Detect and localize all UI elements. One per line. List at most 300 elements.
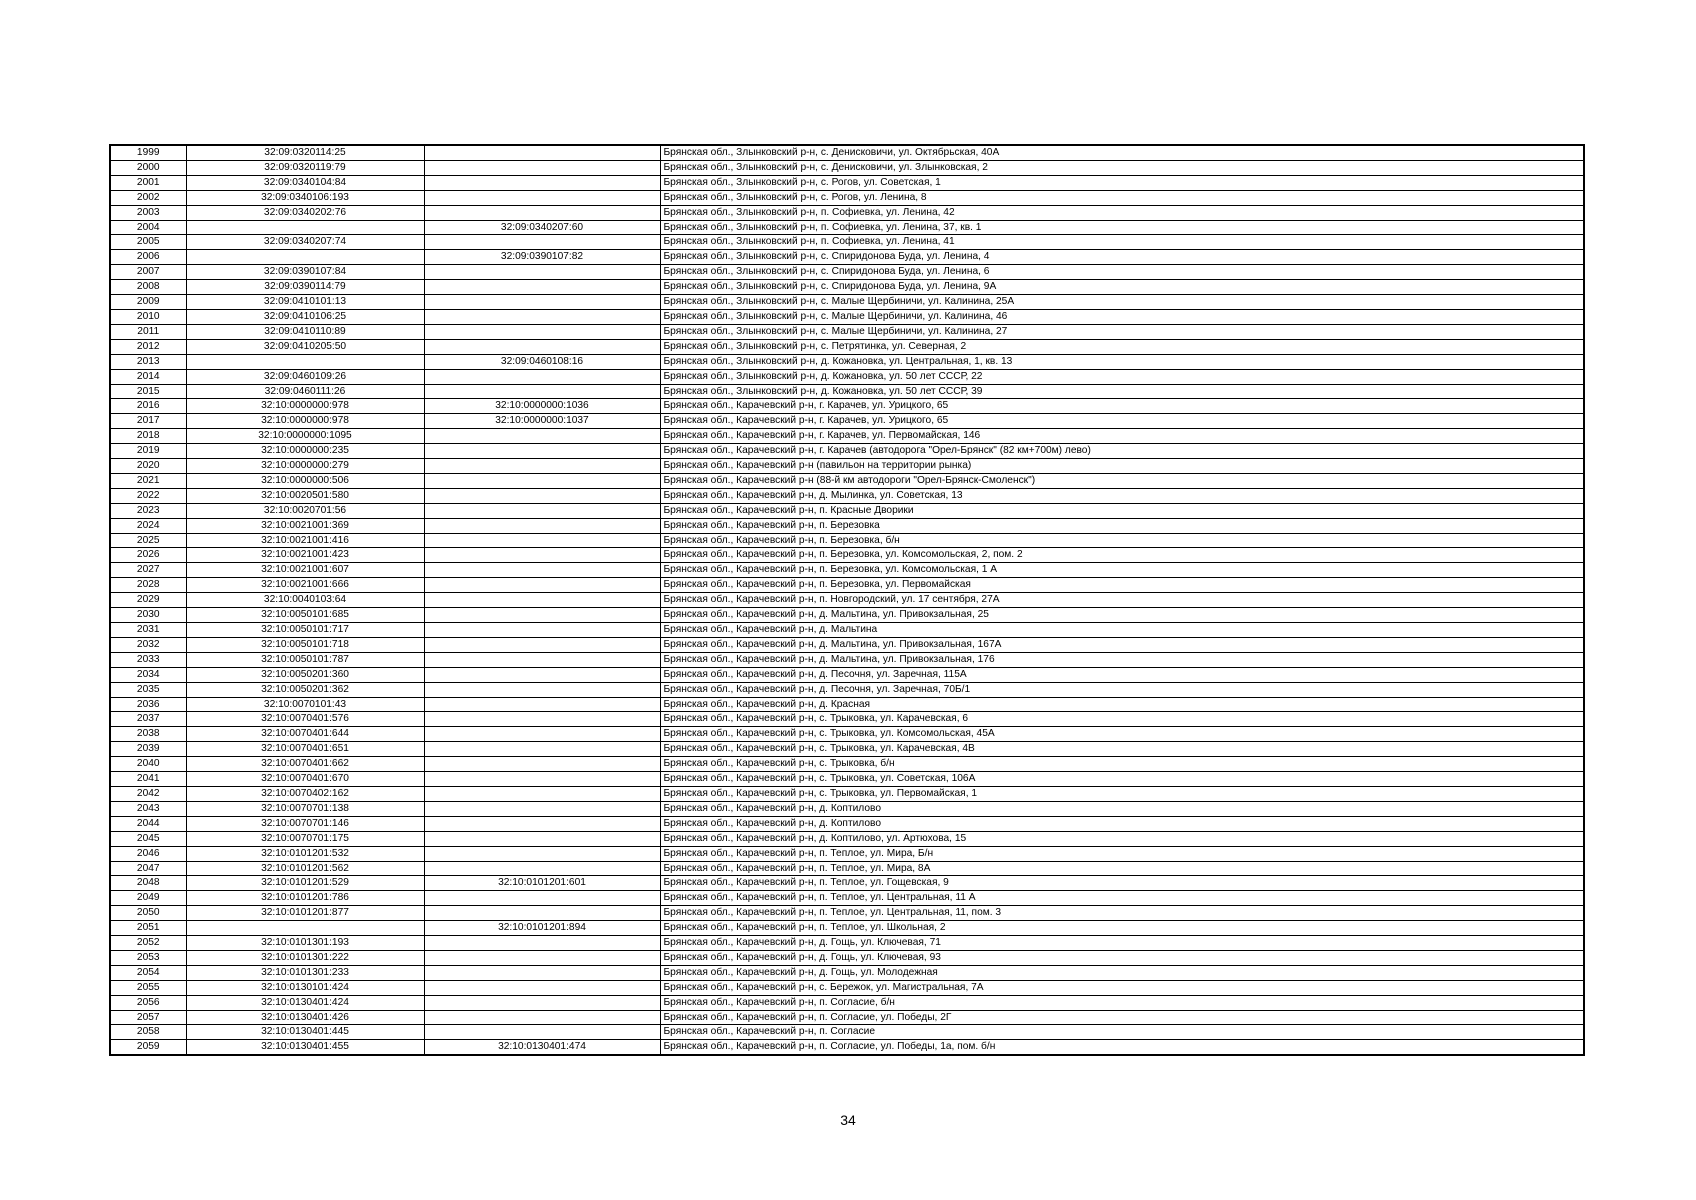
address-cell: Брянская обл., Карачевский р-н, п. Согласие, ул. Победы, 1а, пом. б/н xyxy=(660,1040,1584,1055)
table-row xyxy=(110,235,1584,250)
row-number-cell: 2013 xyxy=(110,354,186,369)
related-cadastral-number-cell: 32:09:0390107:82 xyxy=(424,250,660,265)
table-row xyxy=(110,623,1584,638)
table-row xyxy=(110,593,1584,608)
related-cadastral-number-cell xyxy=(424,623,660,638)
row-number-cell: 2044 xyxy=(110,816,186,831)
cadastral-number-cell: 32:09:0390114:79 xyxy=(186,280,424,295)
address-cell: Брянская обл., Карачевский р-н, д. Коптилово xyxy=(660,816,1584,831)
table-row xyxy=(110,220,1584,235)
address-cell: Брянская обл., Злынковский р-н, с. Денисковичи, ул. Злынковская, 2 xyxy=(660,160,1584,175)
related-cadastral-number-cell xyxy=(424,429,660,444)
cadastral-number-cell: 32:10:0050101:718 xyxy=(186,637,424,652)
table-row xyxy=(110,145,1584,160)
table-row xyxy=(110,965,1584,980)
row-number-cell: 2007 xyxy=(110,265,186,280)
address-cell: Брянская обл., Злынковский р-н, с. Рогов, ул. Советская, 1 xyxy=(660,175,1584,190)
address-cell: Брянская обл., Карачевский р-н, д. Мальтина, ул. Привокзальная, 176 xyxy=(660,652,1584,667)
cadastral-number-cell: 32:10:0130401:424 xyxy=(186,995,424,1010)
table-row xyxy=(110,324,1584,339)
table-row xyxy=(110,190,1584,205)
row-number-cell: 2011 xyxy=(110,324,186,339)
cadastral-number-cell: 32:10:0130401:455 xyxy=(186,1040,424,1055)
table-row xyxy=(110,936,1584,951)
table-row xyxy=(110,980,1584,995)
related-cadastral-number-cell xyxy=(424,190,660,205)
address-cell: Брянская обл., Карачевский р-н, п. Теплое, ул. Центральная, 11, пом. 3 xyxy=(660,906,1584,921)
row-number-cell: 2056 xyxy=(110,995,186,1010)
address-cell: Брянская обл., Карачевский р-н, с. Трыковка, б/н xyxy=(660,757,1584,772)
address-cell: Брянская обл., Злынковский р-н, с. Денисковичи, ул. Октябрьская, 40А xyxy=(660,145,1584,160)
address-cell: Брянская обл., Злынковский р-н, с. Рогов, ул. Ленина, 8 xyxy=(660,190,1584,205)
cadastral-number-cell: 32:10:0070401:662 xyxy=(186,757,424,772)
related-cadastral-number-cell xyxy=(424,667,660,682)
table-row xyxy=(110,518,1584,533)
related-cadastral-number-cell xyxy=(424,295,660,310)
table-row xyxy=(110,608,1584,623)
cadastral-number-cell: 32:10:0050101:787 xyxy=(186,652,424,667)
related-cadastral-number-cell xyxy=(424,786,660,801)
row-number-cell: 2036 xyxy=(110,697,186,712)
related-cadastral-number-cell xyxy=(424,816,660,831)
table-row xyxy=(110,339,1584,354)
address-cell: Брянская обл., Карачевский р-н, д. Песочня, ул. Заречная, 115А xyxy=(660,667,1584,682)
cadastral-number-cell: 32:09:0340202:76 xyxy=(186,205,424,220)
related-cadastral-number-cell xyxy=(424,280,660,295)
cadastral-number-cell: 32:10:0101301:222 xyxy=(186,950,424,965)
table-row xyxy=(110,503,1584,518)
table-row xyxy=(110,712,1584,727)
cadastral-number-cell: 32:09:0460109:26 xyxy=(186,369,424,384)
related-cadastral-number-cell xyxy=(424,384,660,399)
table-row xyxy=(110,1040,1584,1055)
address-cell: Брянская обл., Карачевский р-н, п. Новгородский, ул. 17 сентября, 27А xyxy=(660,593,1584,608)
related-cadastral-number-cell xyxy=(424,175,660,190)
cadastral-number-cell: 32:10:0020501:580 xyxy=(186,488,424,503)
related-cadastral-number-cell xyxy=(424,772,660,787)
cadastral-number-cell: 32:10:0101201:877 xyxy=(186,906,424,921)
related-cadastral-number-cell xyxy=(424,712,660,727)
related-cadastral-number-cell: 32:10:0130401:474 xyxy=(424,1040,660,1055)
address-cell: Брянская обл., Карачевский р-н, г. Карачев, ул. Первомайская, 146 xyxy=(660,429,1584,444)
row-number-cell: 2032 xyxy=(110,637,186,652)
cadastral-number-cell: 32:09:0460111:26 xyxy=(186,384,424,399)
table-row xyxy=(110,1025,1584,1040)
address-cell: Брянская обл., Злынковский р-н, д. Кожановка, ул. 50 лет СССР, 22 xyxy=(660,369,1584,384)
row-number-cell: 2029 xyxy=(110,593,186,608)
row-number-cell: 2051 xyxy=(110,921,186,936)
cadastral-number-cell: 32:10:0070401:576 xyxy=(186,712,424,727)
address-cell: Брянская обл., Карачевский р-н, с. Трыковка, ул. Советская, 106А xyxy=(660,772,1584,787)
address-cell: Брянская обл., Карачевский р-н, д. Мальтина xyxy=(660,623,1584,638)
related-cadastral-number-cell xyxy=(424,369,660,384)
cadastral-number-cell: 32:10:0070101:43 xyxy=(186,697,424,712)
registry-table-body xyxy=(110,145,1584,1055)
row-number-cell: 2035 xyxy=(110,682,186,697)
cadastral-number-cell: 32:10:0101201:532 xyxy=(186,846,424,861)
cadastral-number-cell: 32:09:0340207:74 xyxy=(186,235,424,250)
table-row xyxy=(110,533,1584,548)
related-cadastral-number-cell xyxy=(424,503,660,518)
cadastral-number-cell xyxy=(186,220,424,235)
row-number-cell: 2005 xyxy=(110,235,186,250)
related-cadastral-number-cell xyxy=(424,608,660,623)
row-number-cell: 2004 xyxy=(110,220,186,235)
address-cell: Брянская обл., Злынковский р-н, д. Кожановка, ул. 50 лет СССР, 39 xyxy=(660,384,1584,399)
cadastral-number-cell: 32:10:0070402:162 xyxy=(186,786,424,801)
row-number-cell: 2003 xyxy=(110,205,186,220)
table-row xyxy=(110,295,1584,310)
address-cell: Брянская обл., Карачевский р-н, с. Трыковка, ул. Первомайская, 1 xyxy=(660,786,1584,801)
table-row xyxy=(110,563,1584,578)
address-cell: Брянская обл., Карачевский р-н, п. Красные Дворики xyxy=(660,503,1584,518)
cadastral-number-cell xyxy=(186,354,424,369)
table-row xyxy=(110,727,1584,742)
table-row xyxy=(110,757,1584,772)
row-number-cell: 2034 xyxy=(110,667,186,682)
address-cell: Брянская обл., Карачевский р-н, п. Теплое, ул. Мира, 8А xyxy=(660,861,1584,876)
address-cell: Брянская обл., Злынковский р-н, с. Спиридонова Буда, ул. Ленина, 4 xyxy=(660,250,1584,265)
related-cadastral-number-cell xyxy=(424,846,660,861)
cadastral-number-cell: 32:10:0101201:529 xyxy=(186,876,424,891)
table-row xyxy=(110,548,1584,563)
cadastral-number-cell: 32:10:0021001:666 xyxy=(186,578,424,593)
row-number-cell: 1999 xyxy=(110,145,186,160)
related-cadastral-number-cell xyxy=(424,697,660,712)
cadastral-number-cell: 32:10:0130101:424 xyxy=(186,980,424,995)
cadastral-number-cell: 32:09:0340106:193 xyxy=(186,190,424,205)
table-row xyxy=(110,816,1584,831)
address-cell: Брянская обл., Карачевский р-н, п. Согласие, б/н xyxy=(660,995,1584,1010)
row-number-cell: 2058 xyxy=(110,1025,186,1040)
cadastral-number-cell: 32:10:0000000:978 xyxy=(186,399,424,414)
related-cadastral-number-cell xyxy=(424,831,660,846)
cadastral-number-cell: 32:10:0021001:369 xyxy=(186,518,424,533)
address-cell: Брянская обл., Карачевский р-н (павильон на территории рынка) xyxy=(660,459,1584,474)
address-cell: Брянская обл., Карачевский р-н, д. Гощь, ул. Ключевая, 93 xyxy=(660,950,1584,965)
address-cell: Брянская обл., Карачевский р-н, г. Карачев, ул. Урицкого, 65 xyxy=(660,414,1584,429)
table-row xyxy=(110,652,1584,667)
cadastral-number-cell: 32:10:0101301:233 xyxy=(186,965,424,980)
address-cell: Брянская обл., Злынковский р-н, с. Спиридонова Буда, ул. Ленина, 6 xyxy=(660,265,1584,280)
cadastral-number-cell: 32:10:0050101:717 xyxy=(186,623,424,638)
address-cell: Брянская обл., Карачевский р-н, д. Мальтина, ул. Привокзальная, 167А xyxy=(660,637,1584,652)
row-number-cell: 2031 xyxy=(110,623,186,638)
row-number-cell: 2001 xyxy=(110,175,186,190)
related-cadastral-number-cell xyxy=(424,801,660,816)
related-cadastral-number-cell xyxy=(424,339,660,354)
related-cadastral-number-cell xyxy=(424,578,660,593)
cadastral-number-cell: 32:10:0101201:786 xyxy=(186,891,424,906)
cadastral-number-cell: 32:10:0070701:175 xyxy=(186,831,424,846)
cadastral-number-cell: 32:10:0000000:978 xyxy=(186,414,424,429)
address-cell: Брянская обл., Карачевский р-н, д. Коптилово xyxy=(660,801,1584,816)
table-row xyxy=(110,265,1584,280)
address-cell: Брянская обл., Злынковский р-н, с. Петрятинка, ул. Северная, 2 xyxy=(660,339,1584,354)
table-row xyxy=(110,891,1584,906)
table-row xyxy=(110,175,1584,190)
cadastral-number-cell: 32:09:0390107:84 xyxy=(186,265,424,280)
cadastral-number-cell: 32:10:0101301:193 xyxy=(186,936,424,951)
cadastral-number-cell: 32:09:0410106:25 xyxy=(186,309,424,324)
table-row xyxy=(110,399,1584,414)
address-cell: Брянская обл., Злынковский р-н, д. Кожановка, ул. Центральная, 1, кв. 13 xyxy=(660,354,1584,369)
registry-table xyxy=(109,144,1585,1056)
row-number-cell: 2038 xyxy=(110,727,186,742)
row-number-cell: 2028 xyxy=(110,578,186,593)
table-row xyxy=(110,429,1584,444)
cadastral-number-cell: 32:10:0020701:56 xyxy=(186,503,424,518)
table-row xyxy=(110,697,1584,712)
address-cell: Брянская обл., Злынковский р-н, с. Малые Щербиничи, ул. Калинина, 27 xyxy=(660,324,1584,339)
row-number-cell: 2057 xyxy=(110,1010,186,1025)
address-cell: Брянская обл., Карачевский р-н, с. Трыковка, ул. Комсомольская, 45А xyxy=(660,727,1584,742)
table-row xyxy=(110,160,1584,175)
address-cell: Брянская обл., Злынковский р-н, п. Софиевка, ул. Ленина, 41 xyxy=(660,235,1584,250)
cadastral-number-cell: 32:10:0050101:685 xyxy=(186,608,424,623)
related-cadastral-number-cell xyxy=(424,145,660,160)
row-number-cell: 2025 xyxy=(110,533,186,548)
table-row xyxy=(110,846,1584,861)
related-cadastral-number-cell xyxy=(424,861,660,876)
row-number-cell: 2030 xyxy=(110,608,186,623)
address-cell: Брянская обл., Карачевский р-н, п. Березовка, ул. Первомайская xyxy=(660,578,1584,593)
address-cell: Брянская обл., Карачевский р-н, п. Березовка xyxy=(660,518,1584,533)
table-row xyxy=(110,921,1584,936)
row-number-cell: 2021 xyxy=(110,473,186,488)
cadastral-number-cell: 32:10:0021001:607 xyxy=(186,563,424,578)
address-cell: Брянская обл., Карачевский р-н, г. Карачев, ул. Урицкого, 65 xyxy=(660,399,1584,414)
cadastral-number-cell: 32:10:0000000:506 xyxy=(186,473,424,488)
related-cadastral-number-cell xyxy=(424,309,660,324)
table-row xyxy=(110,578,1584,593)
row-number-cell: 2054 xyxy=(110,965,186,980)
related-cadastral-number-cell xyxy=(424,652,660,667)
row-number-cell: 2045 xyxy=(110,831,186,846)
cadastral-number-cell: 32:09:0320114:25 xyxy=(186,145,424,160)
address-cell: Брянская обл., Карачевский р-н, г. Карачев (автодорога "Орел-Брянск" (82 км+700м) лево) xyxy=(660,444,1584,459)
cadastral-number-cell: 32:10:0050201:360 xyxy=(186,667,424,682)
cadastral-number-cell: 32:09:0410110:89 xyxy=(186,324,424,339)
address-cell: Брянская обл., Карачевский р-н, п. Согласие xyxy=(660,1025,1584,1040)
cadastral-number-cell: 32:10:0021001:416 xyxy=(186,533,424,548)
related-cadastral-number-cell xyxy=(424,727,660,742)
address-cell: Брянская обл., Карачевский р-н, д. Гощь, ул. Ключевая, 71 xyxy=(660,936,1584,951)
cadastral-number-cell: 32:10:0070401:670 xyxy=(186,772,424,787)
related-cadastral-number-cell xyxy=(424,950,660,965)
table-row xyxy=(110,1010,1584,1025)
table-row xyxy=(110,488,1584,503)
row-number-cell: 2039 xyxy=(110,742,186,757)
table-row xyxy=(110,995,1584,1010)
related-cadastral-number-cell: 32:10:0101201:894 xyxy=(424,921,660,936)
table-row xyxy=(110,906,1584,921)
address-cell: Брянская обл., Злынковский р-н, п. Софиевка, ул. Ленина, 42 xyxy=(660,205,1584,220)
related-cadastral-number-cell xyxy=(424,637,660,652)
address-cell: Брянская обл., Карачевский р-н, д. Гощь, ул. Молодежная xyxy=(660,965,1584,980)
related-cadastral-number-cell xyxy=(424,459,660,474)
related-cadastral-number-cell: 32:10:0000000:1037 xyxy=(424,414,660,429)
row-number-cell: 2008 xyxy=(110,280,186,295)
cadastral-number-cell: 32:10:0130401:426 xyxy=(186,1010,424,1025)
related-cadastral-number-cell xyxy=(424,533,660,548)
address-cell: Брянская обл., Карачевский р-н, д. Красная xyxy=(660,697,1584,712)
row-number-cell: 2020 xyxy=(110,459,186,474)
table-row xyxy=(110,637,1584,652)
table-row xyxy=(110,682,1584,697)
table-row xyxy=(110,369,1584,384)
row-number-cell: 2042 xyxy=(110,786,186,801)
row-number-cell: 2016 xyxy=(110,399,186,414)
address-cell: Брянская обл., Карачевский р-н (88-й км автодороги "Орел-Брянск-Смоленск") xyxy=(660,473,1584,488)
row-number-cell: 2059 xyxy=(110,1040,186,1055)
related-cadastral-number-cell xyxy=(424,936,660,951)
cadastral-number-cell: 32:10:0021001:423 xyxy=(186,548,424,563)
cadastral-number-cell xyxy=(186,921,424,936)
address-cell: Брянская обл., Карачевский р-н, п. Теплое, ул. Центральная, 11 А xyxy=(660,891,1584,906)
table-row xyxy=(110,384,1584,399)
cadastral-number-cell xyxy=(186,250,424,265)
row-number-cell: 2009 xyxy=(110,295,186,310)
related-cadastral-number-cell xyxy=(424,324,660,339)
table-row xyxy=(110,786,1584,801)
row-number-cell: 2015 xyxy=(110,384,186,399)
related-cadastral-number-cell: 32:09:0460108:16 xyxy=(424,354,660,369)
table-row xyxy=(110,667,1584,682)
table-row xyxy=(110,414,1584,429)
row-number-cell: 2023 xyxy=(110,503,186,518)
cadastral-number-cell: 32:10:0040103:64 xyxy=(186,593,424,608)
table-row xyxy=(110,250,1584,265)
row-number-cell: 2055 xyxy=(110,980,186,995)
row-number-cell: 2014 xyxy=(110,369,186,384)
related-cadastral-number-cell: 32:10:0000000:1036 xyxy=(424,399,660,414)
row-number-cell: 2006 xyxy=(110,250,186,265)
row-number-cell: 2040 xyxy=(110,757,186,772)
row-number-cell: 2050 xyxy=(110,906,186,921)
row-number-cell: 2026 xyxy=(110,548,186,563)
row-number-cell: 2048 xyxy=(110,876,186,891)
address-cell: Брянская обл., Карачевский р-н, п. Теплое, ул. Школьная, 2 xyxy=(660,921,1584,936)
row-number-cell: 2017 xyxy=(110,414,186,429)
table-row xyxy=(110,280,1584,295)
address-cell: Брянская обл., Карачевский р-н, с. Бережок, ул. Магистральная, 7А xyxy=(660,980,1584,995)
address-cell: Брянская обл., Карачевский р-н, п. Березовка, ул. Комсомольская, 1 А xyxy=(660,563,1584,578)
row-number-cell: 2002 xyxy=(110,190,186,205)
row-number-cell: 2022 xyxy=(110,488,186,503)
cadastral-number-cell: 32:10:0070401:651 xyxy=(186,742,424,757)
cadastral-number-cell: 32:10:0101201:562 xyxy=(186,861,424,876)
row-number-cell: 2043 xyxy=(110,801,186,816)
related-cadastral-number-cell xyxy=(424,965,660,980)
row-number-cell: 2052 xyxy=(110,936,186,951)
table-row xyxy=(110,459,1584,474)
cadastral-number-cell: 32:09:0340104:84 xyxy=(186,175,424,190)
address-cell: Брянская обл., Злынковский р-н, с. Малые Щербиничи, ул. Калинина, 25А xyxy=(660,295,1584,310)
table-row xyxy=(110,354,1584,369)
related-cadastral-number-cell xyxy=(424,742,660,757)
related-cadastral-number-cell: 32:09:0340207:60 xyxy=(424,220,660,235)
cadastral-number-cell: 32:10:0000000:279 xyxy=(186,459,424,474)
address-cell: Брянская обл., Карачевский р-н, п. Согласие, ул. Победы, 2Г xyxy=(660,1010,1584,1025)
table-row xyxy=(110,861,1584,876)
cadastral-number-cell: 32:10:0070701:146 xyxy=(186,816,424,831)
table-row xyxy=(110,801,1584,816)
cadastral-number-cell: 32:09:0320119:79 xyxy=(186,160,424,175)
related-cadastral-number-cell xyxy=(424,444,660,459)
row-number-cell: 2012 xyxy=(110,339,186,354)
row-number-cell: 2010 xyxy=(110,309,186,324)
related-cadastral-number-cell xyxy=(424,995,660,1010)
row-number-cell: 2019 xyxy=(110,444,186,459)
address-cell: Брянская обл., Карачевский р-н, с. Трыковка, ул. Карачевская, 6 xyxy=(660,712,1584,727)
related-cadastral-number-cell xyxy=(424,757,660,772)
related-cadastral-number-cell xyxy=(424,548,660,563)
related-cadastral-number-cell xyxy=(424,1025,660,1040)
related-cadastral-number-cell xyxy=(424,593,660,608)
table-row xyxy=(110,772,1584,787)
cadastral-number-cell: 32:10:0130401:445 xyxy=(186,1025,424,1040)
cadastral-number-cell: 32:09:0410205:50 xyxy=(186,339,424,354)
table-row xyxy=(110,205,1584,220)
related-cadastral-number-cell xyxy=(424,160,660,175)
address-cell: Брянская обл., Злынковский р-н, с. Спиридонова Буда, ул. Ленина, 9А xyxy=(660,280,1584,295)
row-number-cell: 2041 xyxy=(110,772,186,787)
table-row xyxy=(110,831,1584,846)
related-cadastral-number-cell xyxy=(424,518,660,533)
related-cadastral-number-cell xyxy=(424,1010,660,1025)
cadastral-number-cell: 32:10:0000000:235 xyxy=(186,444,424,459)
table-row xyxy=(110,742,1584,757)
related-cadastral-number-cell xyxy=(424,488,660,503)
table-row xyxy=(110,876,1584,891)
address-cell: Брянская обл., Карачевский р-н, п. Березовка, б/н xyxy=(660,533,1584,548)
address-cell: Брянская обл., Карачевский р-н, д. Песочня, ул. Заречная, 70Б/1 xyxy=(660,682,1584,697)
cadastral-number-cell: 32:10:0050201:362 xyxy=(186,682,424,697)
row-number-cell: 2033 xyxy=(110,652,186,667)
row-number-cell: 2000 xyxy=(110,160,186,175)
address-cell: Брянская обл., Карачевский р-н, д. Мальтина, ул. Привокзальная, 25 xyxy=(660,608,1584,623)
related-cadastral-number-cell xyxy=(424,235,660,250)
related-cadastral-number-cell xyxy=(424,682,660,697)
address-cell: Брянская обл., Карачевский р-н, п. Теплое, ул. Мира, Б/н xyxy=(660,846,1584,861)
cadastral-number-cell: 32:10:0070401:644 xyxy=(186,727,424,742)
related-cadastral-number-cell: 32:10:0101201:601 xyxy=(424,876,660,891)
row-number-cell: 2024 xyxy=(110,518,186,533)
address-cell: Брянская обл., Карачевский р-н, с. Трыковка, ул. Карачевская, 4В xyxy=(660,742,1584,757)
address-cell: Брянская обл., Карачевский р-н, п. Березовка, ул. Комсомольская, 2, пом. 2 xyxy=(660,548,1584,563)
related-cadastral-number-cell xyxy=(424,473,660,488)
cadastral-number-cell: 32:09:0410101:13 xyxy=(186,295,424,310)
related-cadastral-number-cell xyxy=(424,891,660,906)
table-row xyxy=(110,473,1584,488)
related-cadastral-number-cell xyxy=(424,265,660,280)
cadastral-number-cell: 32:10:0070701:138 xyxy=(186,801,424,816)
related-cadastral-number-cell xyxy=(424,906,660,921)
related-cadastral-number-cell xyxy=(424,205,660,220)
row-number-cell: 2046 xyxy=(110,846,186,861)
row-number-cell: 2053 xyxy=(110,950,186,965)
address-cell: Брянская обл., Карачевский р-н, д. Коптилово, ул. Артюхова, 15 xyxy=(660,831,1584,846)
row-number-cell: 2027 xyxy=(110,563,186,578)
page-number: 34 xyxy=(840,1112,856,1128)
row-number-cell: 2037 xyxy=(110,712,186,727)
table-row xyxy=(110,309,1584,324)
related-cadastral-number-cell xyxy=(424,563,660,578)
row-number-cell: 2049 xyxy=(110,891,186,906)
address-cell: Брянская обл., Карачевский р-н, д. Мылинка, ул. Советская, 13 xyxy=(660,488,1584,503)
row-number-cell: 2018 xyxy=(110,429,186,444)
